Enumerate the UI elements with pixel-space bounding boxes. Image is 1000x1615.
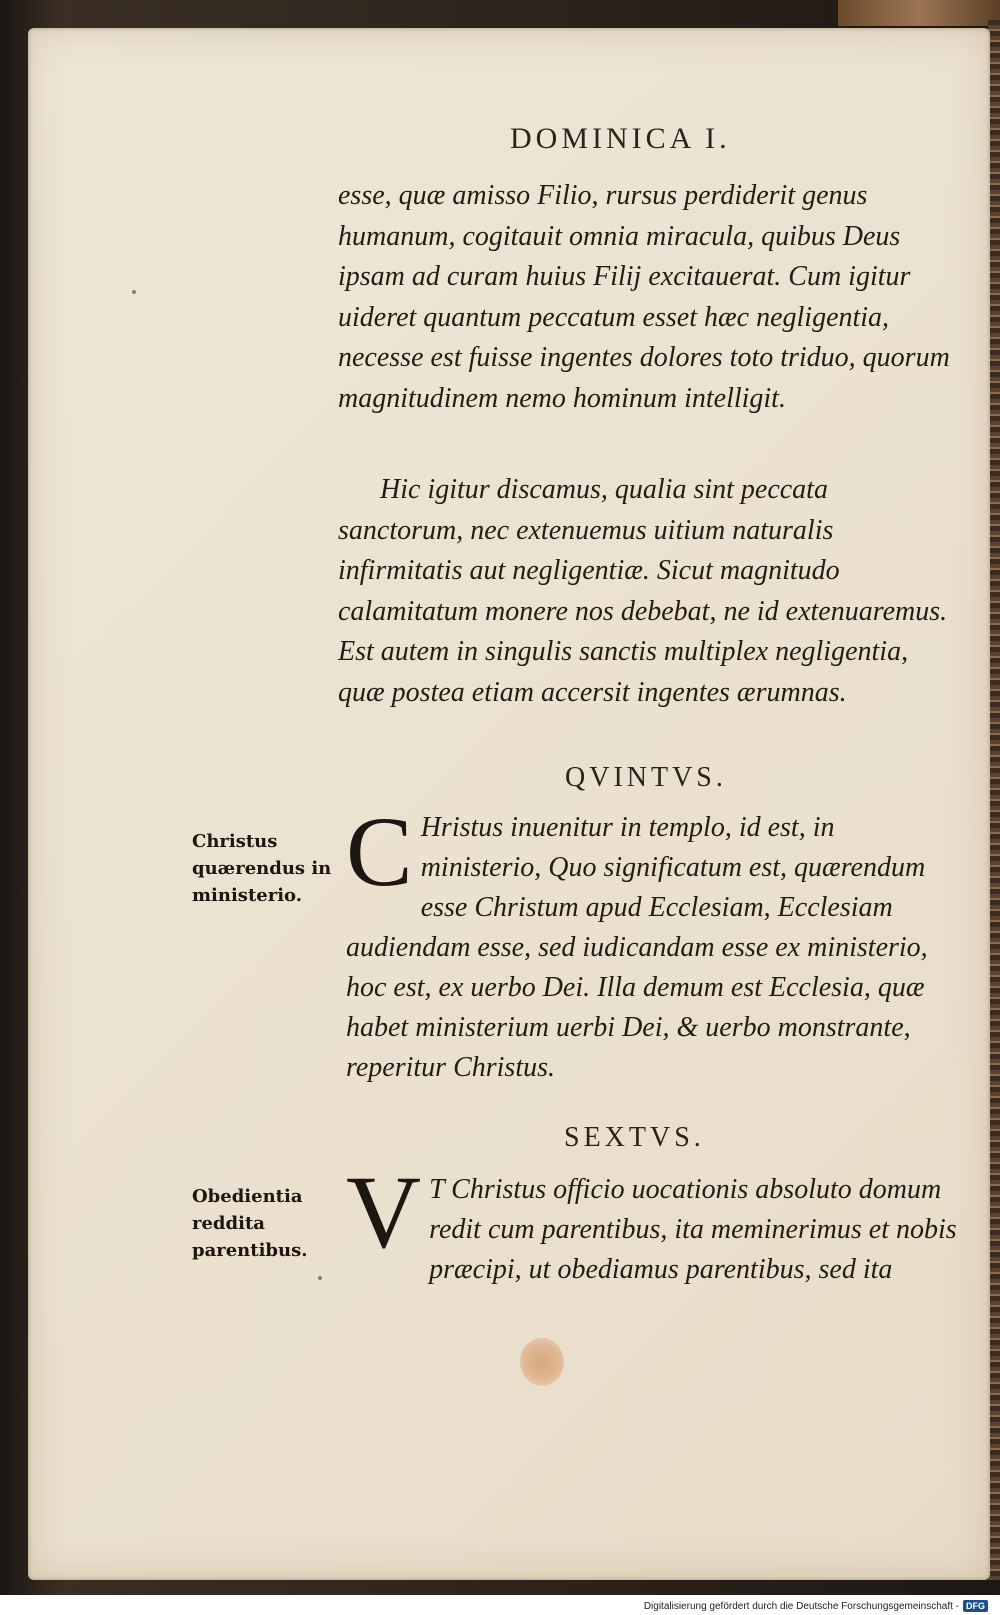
binding-scrap xyxy=(838,0,1000,26)
footer-text: Digitalisierung gefördert durch die Deutsche Forschungsgemeinschaft - xyxy=(643,1600,959,1612)
footer-credit xyxy=(644,1600,988,1612)
paper-stain xyxy=(520,1338,564,1386)
paragraph-2 xyxy=(338,470,958,713)
section-quintus-text: Hristus inuenitur in templo, id est, in ministerio, Quo significatum est, quærendum esse Christum apud Ecclesiam, Ecclesiam audiendam esse, sed iudicandam esse ex ministerio, hoc est, ex uerbo Dei. Illa demum est Ecclesia, quæ habet ministerium uerbi Dei, & uerbo monstrante, reperitur Christus. xyxy=(346,812,928,1083)
section-quintus-body xyxy=(346,796,958,1088)
dropcap-c: C xyxy=(346,796,413,907)
paragraph-2-text: Hic igitur discamus, qualia sint peccata sanctorum, nec extenuemus uitium naturalis infirmitatis aut negligentiæ. Sicut magnitudo calamitatum monere nos debebat, ne id extenuaremus. Est autem in singulis sanctis multiplex negligentia, quæ postea etiam accersit ingentes ærumnas. xyxy=(338,474,948,708)
dfg-logo-icon: DFG xyxy=(963,1600,988,1612)
paragraph-1 xyxy=(338,176,958,419)
margin-note-christus: Christus quærendus in ministerio. xyxy=(192,831,332,906)
section-sextus-text: T Christus officio uocationis absoluto domum redit cum parentibus, ita meminerimus et nobis præcipi, ut obediamus parentibus, sed ita xyxy=(429,1174,957,1285)
section-heading-quintus: QVINTVS. xyxy=(565,762,727,793)
running-header: DOMINICA I. xyxy=(510,122,731,155)
margin-note-obedientia: Obedientia reddita parentibus. xyxy=(192,1186,308,1261)
paper-speck xyxy=(318,1276,322,1280)
dropcap-v: V xyxy=(346,1155,422,1270)
paper-speck xyxy=(132,290,136,294)
section-sextus-body xyxy=(346,1155,958,1290)
paragraph-1-text: esse, quæ amisso Filio, rursus perdiderit genus humanum, cogitauit omnia miracula, quibus Deus ipsam ad curam huius Filij excitauerat. Cum igitur uideret quantum peccatum esset hæc negligentia, necesse est fuisse ingentes dolores toto triduo, quorum magnitudinem nemo hominum intelligit. xyxy=(338,180,950,414)
section-heading-sextus: SEXTVS. xyxy=(564,1122,705,1153)
